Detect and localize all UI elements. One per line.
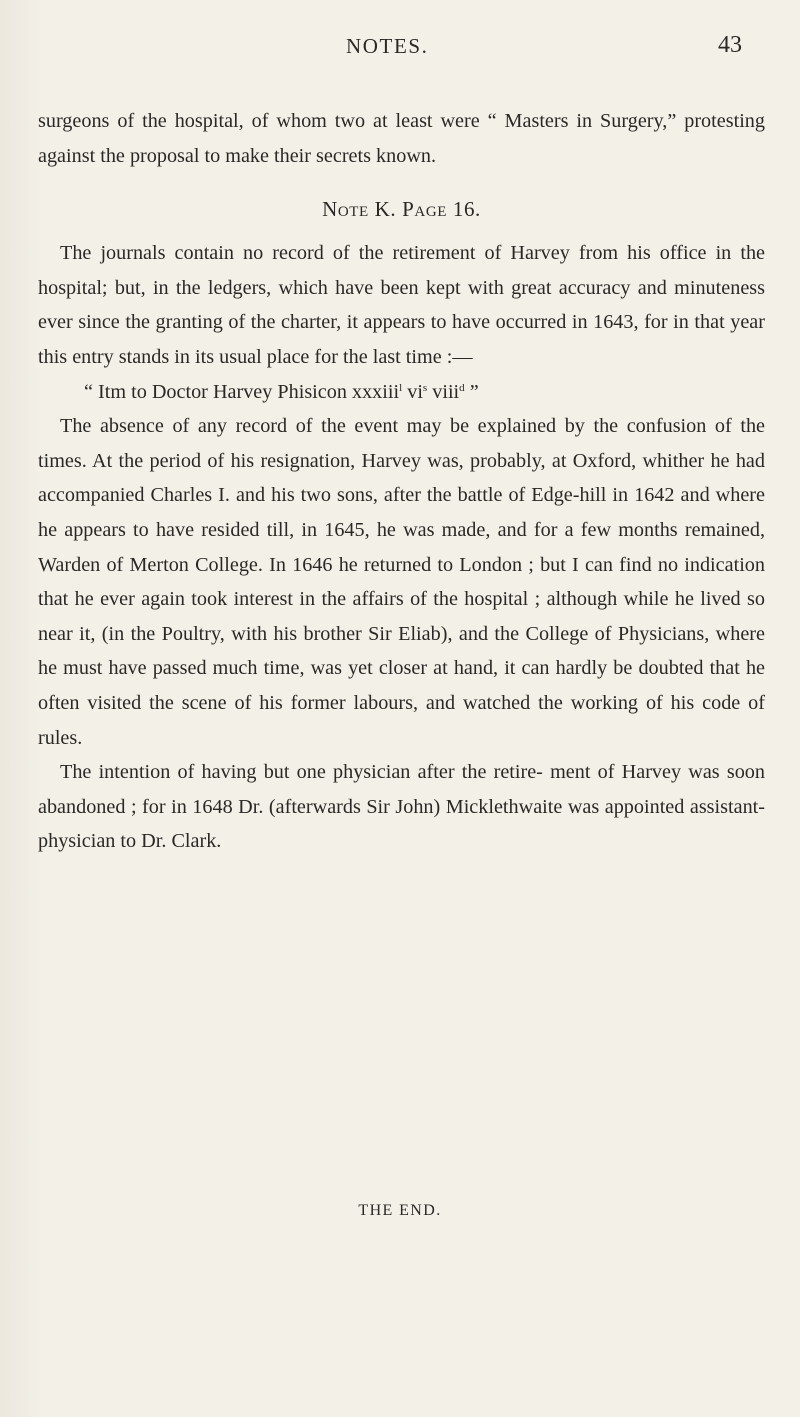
page-body <box>38 104 765 859</box>
quote-sup-l: l <box>399 381 403 394</box>
quote-close: ” <box>464 380 479 403</box>
note-heading: Note K. Page 16. <box>322 197 481 222</box>
paragraph-absence: The absence of any record of the event may be explained by the confusion of the times. At the period of his resignation, Harvey was, probably, at Oxford, whither he had accompanied Charles I. and his two sons, after the battle of Edge-hill in 1642 and where he appears to have resided till, in 1645, he was made, and for a few months remained, Warden of Merton College. In 1646 he returned to London ; but I can find no indication that he ever again took interest in the affairs of the hospital ; although while he lived so near it, (in the Poultry, with his brother Sir Eliab), and the College of Physicians, where he must have passed much time, was yet closer at hand, it can hardly be doubted that he often visited the scene of his former labours, and watched the working of his code of rules. <box>38 415 765 749</box>
running-header <box>0 30 800 70</box>
quote-mid-2: viii <box>427 380 460 403</box>
quote-open: “ Itm to Doctor Harvey Phisicon xxxiii <box>84 380 400 403</box>
quote-sup-d: d <box>459 381 465 394</box>
ledger-entry-quote <box>38 375 765 410</box>
running-title: NOTES. <box>346 34 429 58</box>
page-number: 43 <box>718 32 742 58</box>
quote-mid-1: vi <box>402 380 423 403</box>
the-end-colophon: THE END. <box>358 1202 442 1219</box>
paragraph-continuation: surgeons of the hospital, of whom two at least were “ Masters in Surgery,” protesting against the proposal to make their secrets known. <box>38 110 765 167</box>
paragraph-journals: The journals contain no record of the retirement of Harvey from his office in the hospital; but, in the ledgers, which have been kept with great accuracy and minuteness ever since the granting of the charter, it appears to have occurred in 1643, for in that year this entry stands in its usual place for the last time :— <box>38 242 765 368</box>
quote-sup-s: s <box>422 381 428 394</box>
paragraph-intention: The intention of having but one physician after the retire- ment of Harvey was soon abandoned ; for in 1648 Dr. (afterwards Sir John) Micklethwaite was appointed assistant-physician to Dr. Clark. <box>38 761 765 853</box>
